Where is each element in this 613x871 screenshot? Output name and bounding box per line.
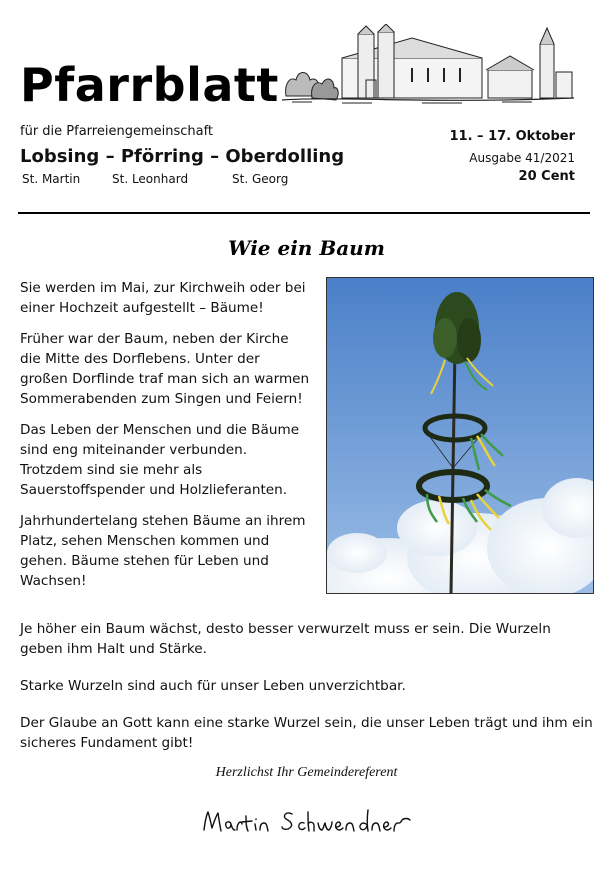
paragraph: Sie werden im Mai, zur Kirchweih oder bei einer Hochzeit aufgestellt – Bäume! bbox=[20, 280, 306, 316]
saint-name: St. Leonhard bbox=[112, 172, 189, 186]
paragraph: Je höher ein Baum wächst, desto besser verwurzelt muss er sein. Die Wurzeln geben ihm Halt und Stärke. bbox=[20, 621, 551, 657]
saint-name: St. Georg bbox=[232, 172, 289, 186]
article-headline: Wie ein Baum bbox=[228, 236, 385, 260]
handwritten-signature bbox=[196, 798, 416, 844]
date-range: 11. – 17. Oktober bbox=[449, 129, 575, 144]
paragraph: Starke Wurzeln sind auch für unser Leben unverzichtbar. bbox=[20, 678, 406, 694]
price: 20 Cent bbox=[518, 169, 575, 184]
paragraph: Früher war der Baum, neben der Kirche die Mitte des Dorflebens. Unter der großen Dorflinde traf man sich an warmen Sommerabenden zum Singen und Feiern! bbox=[20, 331, 310, 407]
church-illustration bbox=[282, 24, 574, 104]
issue-number: Ausgabe 41/2021 bbox=[469, 151, 575, 165]
header-divider bbox=[18, 212, 590, 214]
paragraph: Der Glaube an Gott kann eine starke Wurzel sein, die unser Leben trägt und ihm ein sicheres Fundament gibt! bbox=[20, 715, 593, 751]
masthead-title: Pfarrblatt bbox=[20, 58, 279, 112]
article-body bbox=[20, 619, 595, 770]
paragraph: Jahrhundertelang stehen Bäume an ihrem Platz, sehen Menschen kommen und gehen. Bäume stehen für Leben und Wachsen! bbox=[20, 513, 306, 589]
parish-names: Lobsing – Pförring – Oberdolling bbox=[20, 146, 345, 167]
article-column bbox=[20, 278, 310, 602]
paragraph: Das Leben der Menschen und die Bäume sind eng miteinander verbunden. Trotzdem sind sie mehr als Sauerstoffspender und Holzlieferanten. bbox=[20, 422, 300, 498]
masthead-subtitle: für die Pfarreiengemeinschaft bbox=[20, 124, 214, 139]
closing-line: Herzlichst Ihr Gemeindereferent bbox=[215, 765, 398, 780]
saint-name: St. Martin bbox=[22, 172, 81, 186]
maypole-photo bbox=[326, 277, 594, 594]
